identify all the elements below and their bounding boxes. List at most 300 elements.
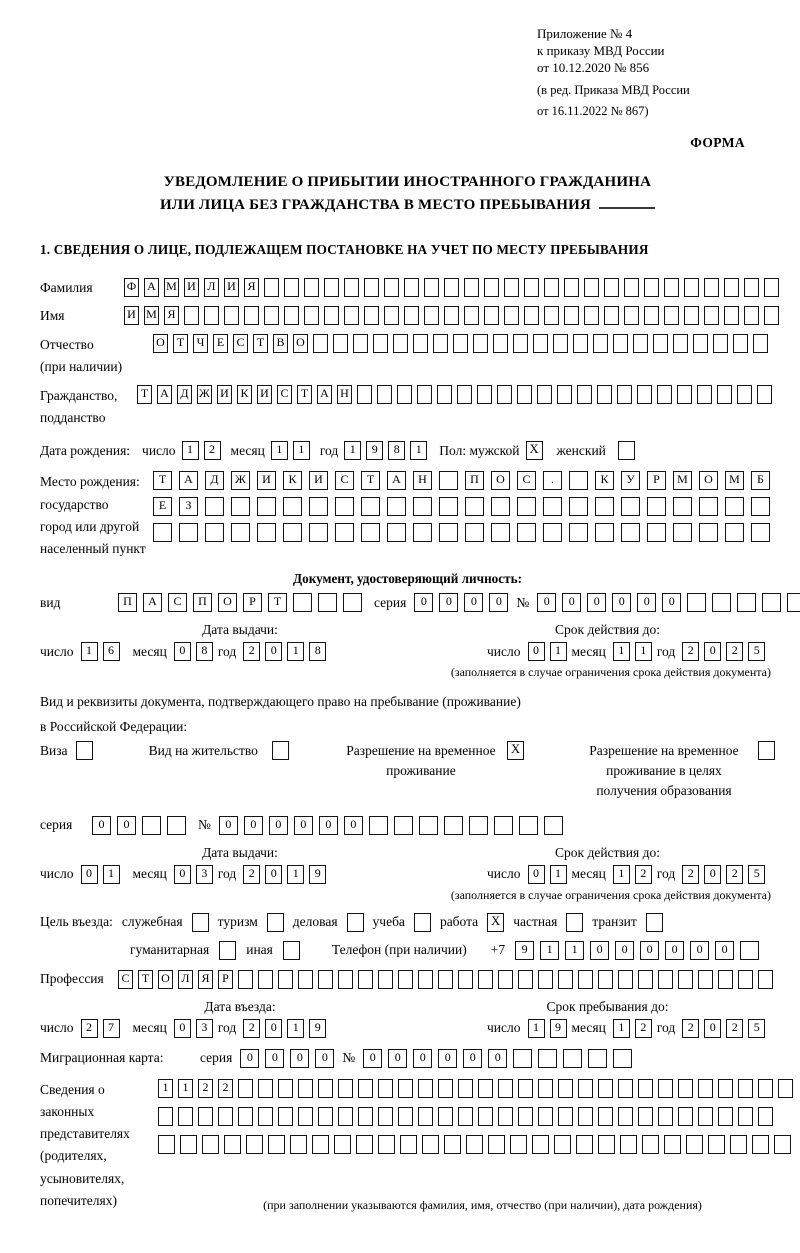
filled-cell[interactable]: Ж <box>231 471 250 490</box>
filled-cell[interactable]: 2 <box>682 865 699 884</box>
filled-cell[interactable]: П <box>465 471 484 490</box>
filled-cell[interactable]: М <box>144 306 159 325</box>
filled-cell[interactable]: 2 <box>726 642 743 661</box>
filled-cell[interactable]: 0 <box>269 816 288 835</box>
empty-cell[interactable] <box>179 523 198 542</box>
filled-cell[interactable]: Т <box>361 471 380 490</box>
empty-cell[interactable] <box>158 1135 175 1154</box>
filled-cell[interactable]: 1 <box>613 1019 630 1038</box>
filled-cell[interactable]: К <box>237 385 252 404</box>
empty-cell[interactable] <box>493 334 508 353</box>
empty-cell[interactable] <box>498 1079 513 1098</box>
filled-cell[interactable]: 2 <box>204 441 221 460</box>
empty-cell[interactable] <box>417 385 432 404</box>
empty-cell[interactable] <box>718 1079 733 1098</box>
filled-cell[interactable]: 2 <box>81 1019 98 1038</box>
filled-cell[interactable]: Н <box>413 471 432 490</box>
filled-cell[interactable]: 0 <box>240 1049 259 1068</box>
empty-cell[interactable] <box>677 385 692 404</box>
empty-cell[interactable] <box>604 306 619 325</box>
empty-cell[interactable] <box>517 497 536 516</box>
empty-cell[interactable] <box>478 1079 493 1098</box>
empty-cell[interactable] <box>458 1107 473 1126</box>
empty-cell[interactable] <box>708 1135 725 1154</box>
empty-cell[interactable] <box>258 970 273 989</box>
filled-cell[interactable]: 0 <box>344 816 363 835</box>
filled-cell[interactable]: 0 <box>174 865 191 884</box>
empty-cell[interactable] <box>737 385 752 404</box>
filled-cell[interactable]: 1 <box>158 1079 173 1098</box>
filled-cell[interactable]: Т <box>268 593 287 612</box>
filled-cell[interactable]: С <box>168 593 187 612</box>
empty-cell[interactable] <box>324 278 339 297</box>
empty-cell[interactable] <box>378 1079 393 1098</box>
filled-cell[interactable]: 0 <box>319 816 338 835</box>
empty-cell[interactable] <box>284 306 299 325</box>
empty-cell[interactable] <box>422 1135 439 1154</box>
filled-cell[interactable]: И <box>309 471 328 490</box>
empty-cell[interactable] <box>373 334 388 353</box>
empty-cell[interactable] <box>364 278 379 297</box>
empty-cell[interactable] <box>564 278 579 297</box>
empty-cell[interactable] <box>617 385 632 404</box>
filled-cell[interactable]: Р <box>218 970 233 989</box>
empty-cell[interactable] <box>324 306 339 325</box>
filled-cell[interactable]: А <box>157 385 172 404</box>
empty-cell[interactable] <box>464 306 479 325</box>
filled-cell[interactable]: 1 <box>178 1079 193 1098</box>
filled-cell[interactable]: И <box>217 385 232 404</box>
filled-cell[interactable]: 9 <box>550 1019 567 1038</box>
empty-cell[interactable] <box>469 816 488 835</box>
filled-cell[interactable]: 0 <box>488 1049 507 1068</box>
empty-cell[interactable] <box>724 278 739 297</box>
empty-cell[interactable] <box>278 1107 293 1126</box>
filled-cell[interactable]: С <box>277 385 292 404</box>
empty-cell[interactable] <box>673 523 692 542</box>
empty-cell[interactable] <box>678 1107 693 1126</box>
empty-cell[interactable] <box>413 523 432 542</box>
empty-cell[interactable] <box>557 385 572 404</box>
empty-cell[interactable] <box>558 970 573 989</box>
filled-cell[interactable]: 0 <box>690 941 709 960</box>
empty-cell[interactable] <box>764 306 779 325</box>
empty-cell[interactable] <box>377 385 392 404</box>
empty-cell[interactable] <box>569 497 588 516</box>
purpose-commercial-checkbox[interactable] <box>347 913 364 932</box>
empty-cell[interactable] <box>774 1135 791 1154</box>
empty-cell[interactable] <box>353 334 368 353</box>
filled-cell[interactable]: 2 <box>635 865 652 884</box>
filled-cell[interactable]: Я <box>244 278 259 297</box>
purpose-other-checkbox[interactable] <box>283 941 300 960</box>
empty-cell[interactable] <box>413 497 432 516</box>
filled-cell[interactable]: 2 <box>243 642 260 661</box>
empty-cell[interactable] <box>491 523 510 542</box>
empty-cell[interactable] <box>335 497 354 516</box>
filled-cell[interactable]: 9 <box>309 1019 326 1038</box>
empty-cell[interactable] <box>738 1107 753 1126</box>
empty-cell[interactable] <box>532 1135 549 1154</box>
filled-cell[interactable]: 8 <box>309 642 326 661</box>
empty-cell[interactable] <box>369 816 388 835</box>
filled-cell[interactable]: 1 <box>344 441 361 460</box>
empty-cell[interactable] <box>358 970 373 989</box>
filled-cell[interactable]: Т <box>137 385 152 404</box>
empty-cell[interactable] <box>184 306 199 325</box>
empty-cell[interactable] <box>704 306 719 325</box>
empty-cell[interactable] <box>658 1107 673 1126</box>
empty-cell[interactable] <box>686 1135 703 1154</box>
filled-cell[interactable]: 0 <box>715 941 734 960</box>
empty-cell[interactable] <box>387 523 406 542</box>
empty-cell[interactable] <box>513 1049 532 1068</box>
empty-cell[interactable] <box>218 1107 233 1126</box>
filled-cell[interactable]: К <box>283 471 302 490</box>
filled-cell[interactable]: 1 <box>540 941 559 960</box>
filled-cell[interactable]: П <box>118 593 137 612</box>
empty-cell[interactable] <box>524 306 539 325</box>
filled-cell[interactable]: Т <box>153 471 172 490</box>
filled-cell[interactable]: И <box>257 471 276 490</box>
empty-cell[interactable] <box>647 497 666 516</box>
filled-cell[interactable]: Я <box>164 306 179 325</box>
empty-cell[interactable] <box>224 1135 241 1154</box>
filled-cell[interactable]: Б <box>751 471 770 490</box>
empty-cell[interactable] <box>712 593 731 612</box>
empty-cell[interactable] <box>343 593 362 612</box>
empty-cell[interactable] <box>504 306 519 325</box>
empty-cell[interactable] <box>283 523 302 542</box>
empty-cell[interactable] <box>180 1135 197 1154</box>
empty-cell[interactable] <box>618 970 633 989</box>
filled-cell[interactable]: 1 <box>550 865 567 884</box>
empty-cell[interactable] <box>613 1049 632 1068</box>
empty-cell[interactable] <box>433 334 448 353</box>
empty-cell[interactable] <box>418 1079 433 1098</box>
filled-cell[interactable]: 0 <box>665 941 684 960</box>
empty-cell[interactable] <box>518 1107 533 1126</box>
empty-cell[interactable] <box>268 1135 285 1154</box>
empty-cell[interactable] <box>257 523 276 542</box>
empty-cell[interactable] <box>564 306 579 325</box>
empty-cell[interactable] <box>178 1107 193 1126</box>
filled-cell[interactable]: Д <box>205 471 224 490</box>
filled-cell[interactable]: 0 <box>615 941 634 960</box>
empty-cell[interactable] <box>543 523 562 542</box>
filled-cell[interactable]: 0 <box>219 816 238 835</box>
sex-female-checkbox[interactable] <box>618 441 635 460</box>
rvp-education-checkbox[interactable] <box>758 741 775 760</box>
empty-cell[interactable] <box>257 497 276 516</box>
empty-cell[interactable] <box>604 278 619 297</box>
filled-cell[interactable]: 2 <box>218 1079 233 1098</box>
empty-cell[interactable] <box>488 1135 505 1154</box>
empty-cell[interactable] <box>621 523 640 542</box>
filled-cell[interactable]: 0 <box>562 593 581 612</box>
empty-cell[interactable] <box>576 1135 593 1154</box>
empty-cell[interactable] <box>524 278 539 297</box>
empty-cell[interactable] <box>397 385 412 404</box>
empty-cell[interactable] <box>278 970 293 989</box>
empty-cell[interactable] <box>378 1107 393 1126</box>
filled-cell[interactable]: 5 <box>748 865 765 884</box>
empty-cell[interactable] <box>334 1135 351 1154</box>
empty-cell[interactable] <box>753 334 768 353</box>
filled-cell[interactable]: 0 <box>363 1049 382 1068</box>
filled-cell[interactable]: 2 <box>726 865 743 884</box>
empty-cell[interactable] <box>624 278 639 297</box>
filled-cell[interactable]: 0 <box>388 1049 407 1068</box>
empty-cell[interactable] <box>491 497 510 516</box>
filled-cell[interactable]: 1 <box>287 1019 304 1038</box>
empty-cell[interactable] <box>484 278 499 297</box>
empty-cell[interactable] <box>304 278 319 297</box>
empty-cell[interactable] <box>778 1079 793 1098</box>
purpose-work-checkbox[interactable]: X <box>487 913 504 932</box>
empty-cell[interactable] <box>437 385 452 404</box>
empty-cell[interactable] <box>438 1107 453 1126</box>
purpose-humanitarian-checkbox[interactable] <box>219 941 236 960</box>
empty-cell[interactable] <box>444 1135 461 1154</box>
empty-cell[interactable] <box>517 523 536 542</box>
filled-cell[interactable]: 0 <box>265 865 282 884</box>
empty-cell[interactable] <box>398 1107 413 1126</box>
filled-cell[interactable]: 1 <box>182 441 199 460</box>
empty-cell[interactable] <box>167 816 186 835</box>
filled-cell[interactable]: О <box>491 471 510 490</box>
empty-cell[interactable] <box>518 1079 533 1098</box>
empty-cell[interactable] <box>588 1049 607 1068</box>
filled-cell[interactable]: О <box>153 334 168 353</box>
residence-permit-checkbox[interactable] <box>272 741 289 760</box>
empty-cell[interactable] <box>318 970 333 989</box>
filled-cell[interactable]: И <box>184 278 199 297</box>
empty-cell[interactable] <box>238 1079 253 1098</box>
empty-cell[interactable] <box>264 278 279 297</box>
empty-cell[interactable] <box>744 306 759 325</box>
empty-cell[interactable] <box>737 593 756 612</box>
filled-cell[interactable]: 0 <box>528 865 545 884</box>
empty-cell[interactable] <box>344 278 359 297</box>
empty-cell[interactable] <box>563 1049 582 1068</box>
empty-cell[interactable] <box>558 1107 573 1126</box>
empty-cell[interactable] <box>338 1107 353 1126</box>
empty-cell[interactable] <box>205 523 224 542</box>
filled-cell[interactable]: А <box>179 471 198 490</box>
filled-cell[interactable]: Ч <box>193 334 208 353</box>
filled-cell[interactable]: Р <box>647 471 666 490</box>
filled-cell[interactable]: 0 <box>612 593 631 612</box>
filled-cell[interactable]: С <box>335 471 354 490</box>
empty-cell[interactable] <box>598 1107 613 1126</box>
filled-cell[interactable]: 2 <box>682 642 699 661</box>
empty-cell[interactable] <box>393 334 408 353</box>
empty-cell[interactable] <box>284 278 299 297</box>
filled-cell[interactable]: 0 <box>463 1049 482 1068</box>
filled-cell[interactable]: С <box>233 334 248 353</box>
filled-cell[interactable]: 1 <box>293 441 310 460</box>
empty-cell[interactable] <box>258 1079 273 1098</box>
empty-cell[interactable] <box>384 278 399 297</box>
filled-cell[interactable]: 3 <box>196 1019 213 1038</box>
filled-cell[interactable]: 0 <box>117 816 136 835</box>
empty-cell[interactable] <box>413 334 428 353</box>
empty-cell[interactable] <box>204 306 219 325</box>
empty-cell[interactable] <box>231 523 250 542</box>
empty-cell[interactable] <box>283 497 302 516</box>
filled-cell[interactable]: 1 <box>565 941 584 960</box>
filled-cell[interactable]: С <box>118 970 133 989</box>
empty-cell[interactable] <box>738 1079 753 1098</box>
empty-cell[interactable] <box>751 497 770 516</box>
filled-cell[interactable]: 0 <box>587 593 606 612</box>
empty-cell[interactable] <box>544 306 559 325</box>
empty-cell[interactable] <box>378 970 393 989</box>
empty-cell[interactable] <box>673 497 692 516</box>
empty-cell[interactable] <box>638 1107 653 1126</box>
filled-cell[interactable]: 0 <box>265 642 282 661</box>
empty-cell[interactable] <box>477 385 492 404</box>
empty-cell[interactable] <box>618 1079 633 1098</box>
filled-cell[interactable]: 9 <box>309 865 326 884</box>
filled-cell[interactable]: Д <box>177 385 192 404</box>
empty-cell[interactable] <box>438 1079 453 1098</box>
filled-cell[interactable]: 8 <box>388 441 405 460</box>
filled-cell[interactable]: М <box>673 471 692 490</box>
empty-cell[interactable] <box>724 306 739 325</box>
empty-cell[interactable] <box>698 1107 713 1126</box>
empty-cell[interactable] <box>378 1135 395 1154</box>
empty-cell[interactable] <box>644 278 659 297</box>
filled-cell[interactable]: 1 <box>287 865 304 884</box>
filled-cell[interactable]: 2 <box>682 1019 699 1038</box>
empty-cell[interactable] <box>258 1107 273 1126</box>
empty-cell[interactable] <box>333 334 348 353</box>
filled-cell[interactable]: О <box>218 593 237 612</box>
empty-cell[interactable] <box>394 816 413 835</box>
empty-cell[interactable] <box>517 385 532 404</box>
empty-cell[interactable] <box>578 1079 593 1098</box>
empty-cell[interactable] <box>142 816 161 835</box>
empty-cell[interactable] <box>418 970 433 989</box>
filled-cell[interactable]: 0 <box>662 593 681 612</box>
filled-cell[interactable]: 0 <box>413 1049 432 1068</box>
empty-cell[interactable] <box>198 1107 213 1126</box>
empty-cell[interactable] <box>510 1135 527 1154</box>
empty-cell[interactable] <box>569 523 588 542</box>
empty-cell[interactable] <box>758 1107 773 1126</box>
empty-cell[interactable] <box>424 278 439 297</box>
empty-cell[interactable] <box>764 278 779 297</box>
filled-cell[interactable]: 0 <box>489 593 508 612</box>
empty-cell[interactable] <box>595 497 614 516</box>
empty-cell[interactable] <box>439 523 458 542</box>
empty-cell[interactable] <box>638 970 653 989</box>
empty-cell[interactable] <box>309 523 328 542</box>
empty-cell[interactable] <box>620 1135 637 1154</box>
empty-cell[interactable] <box>678 1079 693 1098</box>
filled-cell[interactable]: С <box>517 471 536 490</box>
filled-cell[interactable]: О <box>699 471 718 490</box>
empty-cell[interactable] <box>584 306 599 325</box>
empty-cell[interactable] <box>718 970 733 989</box>
empty-cell[interactable] <box>621 497 640 516</box>
visa-checkbox[interactable] <box>76 741 93 760</box>
empty-cell[interactable] <box>730 1135 747 1154</box>
empty-cell[interactable] <box>357 385 372 404</box>
empty-cell[interactable] <box>400 1135 417 1154</box>
empty-cell[interactable] <box>444 306 459 325</box>
empty-cell[interactable] <box>205 497 224 516</box>
empty-cell[interactable] <box>538 1107 553 1126</box>
empty-cell[interactable] <box>638 1079 653 1098</box>
empty-cell[interactable] <box>484 306 499 325</box>
filled-cell[interactable]: Е <box>153 497 172 516</box>
filled-cell[interactable]: О <box>293 334 308 353</box>
empty-cell[interactable] <box>642 1135 659 1154</box>
empty-cell[interactable] <box>597 385 612 404</box>
empty-cell[interactable] <box>697 385 712 404</box>
empty-cell[interactable] <box>699 497 718 516</box>
empty-cell[interactable] <box>356 1135 373 1154</box>
empty-cell[interactable] <box>458 970 473 989</box>
empty-cell[interactable] <box>318 593 337 612</box>
empty-cell[interactable] <box>693 334 708 353</box>
empty-cell[interactable] <box>678 970 693 989</box>
filled-cell[interactable]: 0 <box>438 1049 457 1068</box>
filled-cell[interactable]: 0 <box>704 1019 721 1038</box>
filled-cell[interactable]: А <box>143 593 162 612</box>
filled-cell[interactable]: 0 <box>92 816 111 835</box>
filled-cell[interactable]: 1 <box>550 642 567 661</box>
empty-cell[interactable] <box>278 1079 293 1098</box>
filled-cell[interactable]: Т <box>253 334 268 353</box>
filled-cell[interactable]: Т <box>297 385 312 404</box>
empty-cell[interactable] <box>466 1135 483 1154</box>
empty-cell[interactable] <box>309 497 328 516</box>
empty-cell[interactable] <box>298 1107 313 1126</box>
filled-cell[interactable]: 1 <box>410 441 427 460</box>
empty-cell[interactable] <box>465 497 484 516</box>
filled-cell[interactable]: 1 <box>528 1019 545 1038</box>
filled-cell[interactable]: 1 <box>271 441 288 460</box>
filled-cell[interactable]: . <box>543 471 562 490</box>
filled-cell[interactable]: 7 <box>103 1019 120 1038</box>
filled-cell[interactable]: П <box>193 593 212 612</box>
empty-cell[interactable] <box>153 523 172 542</box>
empty-cell[interactable] <box>569 471 588 490</box>
empty-cell[interactable] <box>464 278 479 297</box>
filled-cell[interactable]: 0 <box>537 593 556 612</box>
empty-cell[interactable] <box>758 1079 773 1098</box>
purpose-business-checkbox[interactable] <box>192 913 209 932</box>
empty-cell[interactable] <box>364 306 379 325</box>
empty-cell[interactable] <box>384 306 399 325</box>
empty-cell[interactable] <box>598 1079 613 1098</box>
filled-cell[interactable]: 0 <box>414 593 433 612</box>
empty-cell[interactable] <box>738 970 753 989</box>
empty-cell[interactable] <box>318 1079 333 1098</box>
empty-cell[interactable] <box>684 306 699 325</box>
empty-cell[interactable] <box>478 1107 493 1126</box>
empty-cell[interactable] <box>457 385 472 404</box>
filled-cell[interactable]: 0 <box>174 642 191 661</box>
empty-cell[interactable] <box>657 385 672 404</box>
purpose-tourism-checkbox[interactable] <box>267 913 284 932</box>
filled-cell[interactable]: К <box>595 471 614 490</box>
empty-cell[interactable] <box>335 523 354 542</box>
